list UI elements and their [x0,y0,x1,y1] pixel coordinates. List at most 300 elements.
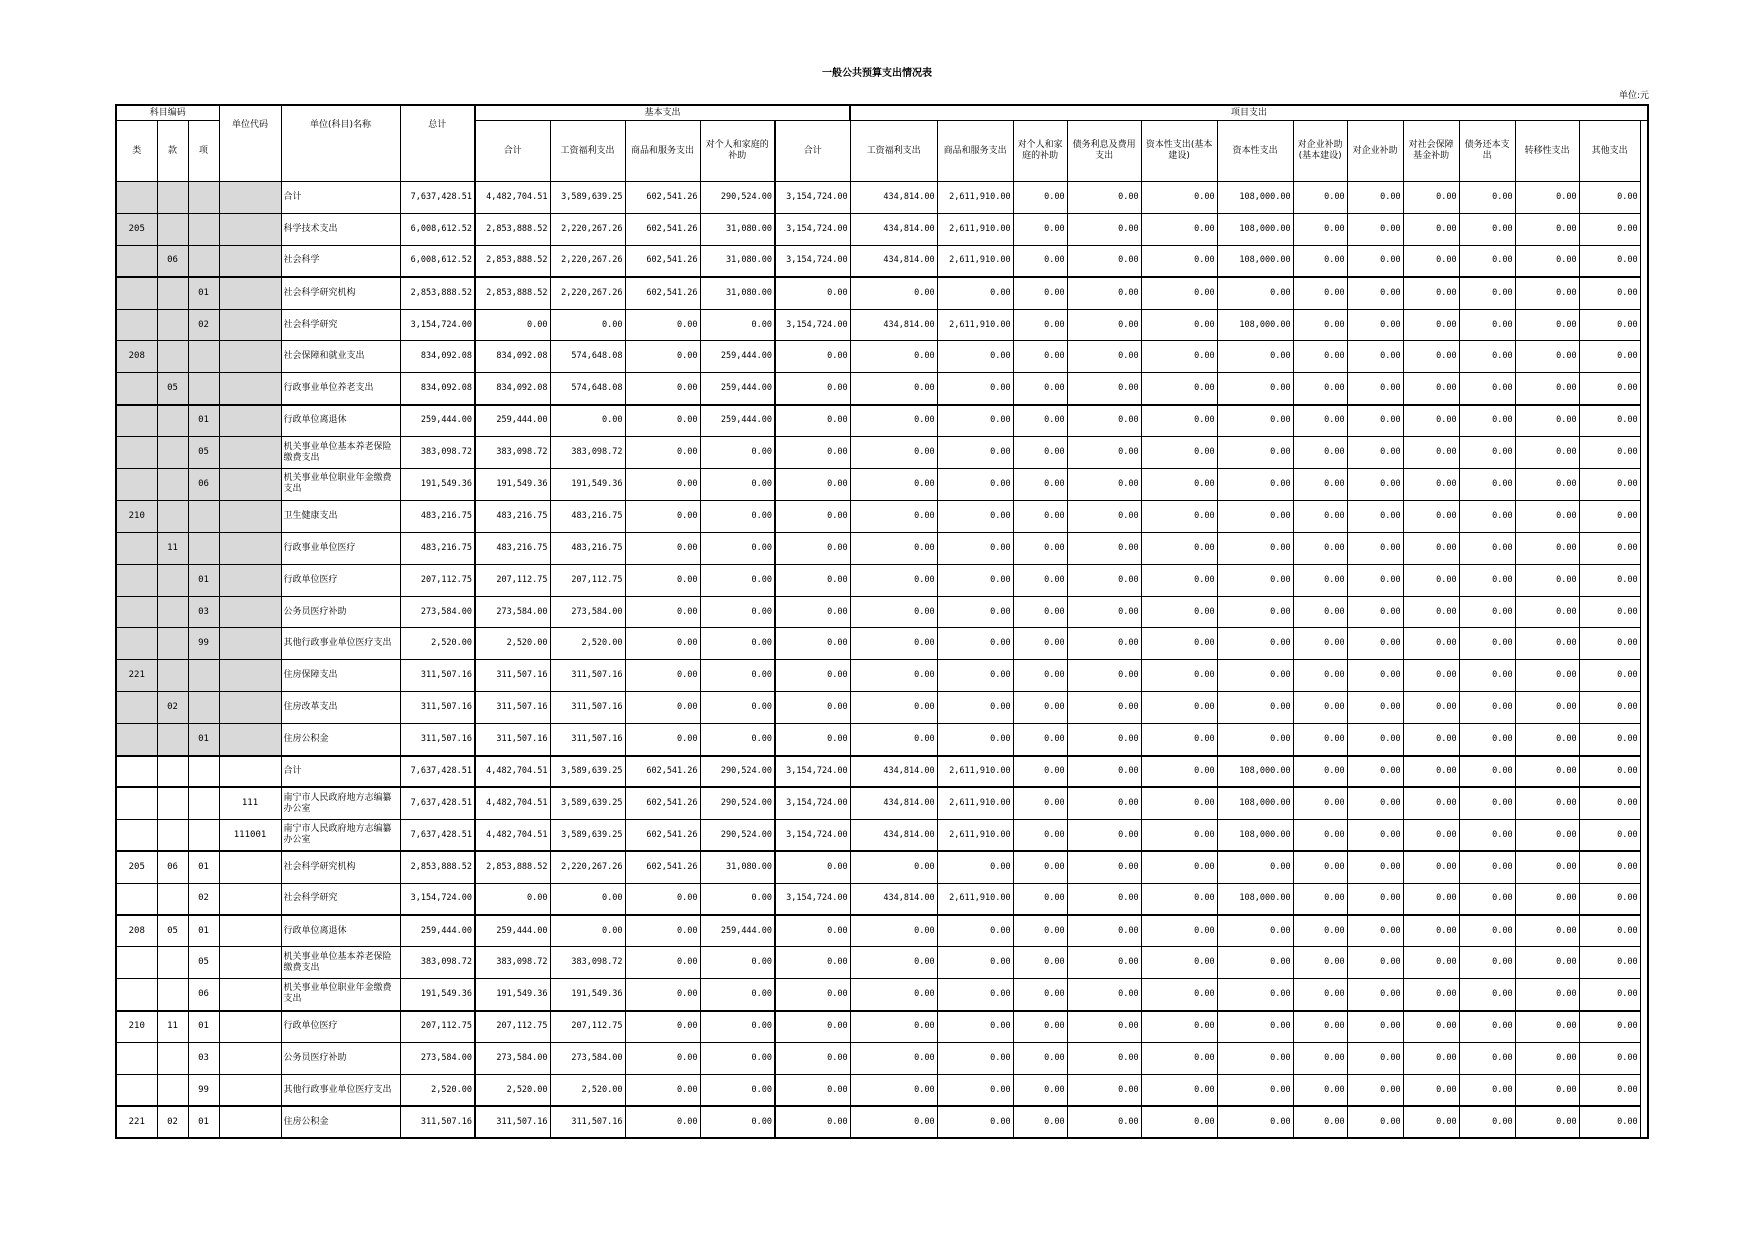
code-lei [116,469,157,501]
amount-cell: 834,092.08 [475,373,550,405]
amount-cell: 0.00 [625,1043,700,1075]
amount-cell: 207,112.75 [475,1011,550,1043]
amount-cell: 0.00 [1579,692,1640,724]
amount-cell: 0.00 [1013,532,1067,564]
amount-cell: 207,112.75 [475,564,550,596]
amount-cell: 0.00 [625,979,700,1011]
code-xiang: 03 [188,596,219,628]
amount-cell: 0.00 [700,1106,775,1138]
amount-cell: 0.00 [1293,1043,1347,1075]
amount-cell: 0.00 [850,532,937,564]
amount-cell: 108,000.00 [1217,309,1293,341]
amount-cell: 0.00 [1141,500,1217,532]
amount-cell: 0.00 [1013,756,1067,788]
amount-cell: 0.00 [700,692,775,724]
amount-cell: 0.00 [1217,564,1293,596]
amount-cell: 0.00 [1515,915,1579,947]
amount-cell: 0.00 [700,947,775,979]
code-xiang: 06 [188,469,219,501]
amount-cell: 191,549.36 [475,979,550,1011]
code-lei [116,1074,157,1106]
unit-code: 111 [219,787,281,819]
row-name: 行政单位离退休 [281,915,400,947]
amount-cell: 0.00 [1459,373,1515,405]
amount-cell: 0.00 [1403,979,1459,1011]
amount-cell: 0.00 [1013,182,1067,214]
amount-cell: 0.00 [1347,341,1403,373]
code-lei: 205 [116,851,157,883]
amount-cell: 31,080.00 [700,245,775,277]
amount-cell: 0.00 [700,500,775,532]
amount-cell: 0.00 [700,660,775,692]
amount-cell: 273,584.00 [400,596,475,628]
amount-cell: 0.00 [1579,883,1640,915]
amount-cell: 2,220,267.26 [550,277,625,309]
amount-cell: 0.00 [1347,277,1403,309]
amount-cell: 0.00 [1403,787,1459,819]
amount-cell: 0.00 [1579,213,1640,245]
amount-cell: 0.00 [625,373,700,405]
amount-cell: 259,444.00 [700,405,775,437]
code-kuan: 02 [157,1106,188,1138]
code-lei [116,979,157,1011]
code-kuan [157,341,188,373]
table-row [116,405,1648,437]
row-name: 机关事业单位基本养老保险缴费支出 [281,947,400,979]
unit-code [219,245,281,277]
amount-cell: 0.00 [775,596,850,628]
header-project-col: 对社会保障基金补助 [1403,121,1459,182]
amount-cell: 191,549.36 [475,469,550,501]
amount-cell: 0.00 [550,405,625,437]
amount-cell: 0.00 [850,500,937,532]
code-kuan [157,564,188,596]
amount-cell: 6,008,612.52 [400,245,475,277]
amount-cell: 0.00 [1579,469,1640,501]
amount-cell: 0.00 [850,469,937,501]
amount-cell: 434,814.00 [850,213,937,245]
amount-cell: 108,000.00 [1217,756,1293,788]
amount-cell: 0.00 [775,1106,850,1138]
amount-cell: 0.00 [1403,564,1459,596]
amount-cell: 0.00 [1217,1106,1293,1138]
amount-cell: 0.00 [1515,851,1579,883]
amount-cell: 0.00 [625,437,700,469]
code-xiang [188,819,219,851]
amount-cell: 2,853,888.52 [475,277,550,309]
code-xiang: 01 [188,724,219,756]
amount-cell: 0.00 [1515,245,1579,277]
row-name: 机关事业单位职业年金缴费支出 [281,979,400,1011]
amount-cell: 0.00 [1067,373,1141,405]
row-name: 社会科学研究 [281,309,400,341]
amount-cell: 0.00 [1141,245,1217,277]
unit-code [219,628,281,660]
table-row [116,341,1648,373]
amount-cell: 7,637,428.51 [400,787,475,819]
amount-cell: 0.00 [850,947,937,979]
amount-cell: 0.00 [1459,1106,1515,1138]
amount-cell: 0.00 [850,915,937,947]
code-kuan [157,787,188,819]
code-lei [116,405,157,437]
amount-cell: 311,507.16 [475,724,550,756]
row-name: 社会科学研究 [281,883,400,915]
amount-cell: 434,814.00 [850,756,937,788]
code-xiang: 99 [188,628,219,660]
amount-cell: 0.00 [1013,947,1067,979]
table-body [116,182,1648,1139]
amount-cell: 0.00 [1347,437,1403,469]
amount-cell: 0.00 [1067,915,1141,947]
amount-cell: 434,814.00 [850,787,937,819]
code-xiang: 02 [188,309,219,341]
code-xiang [188,660,219,692]
code-kuan [157,277,188,309]
amount-cell: 311,507.16 [550,660,625,692]
amount-cell: 2,520.00 [475,1074,550,1106]
amount-cell: 0.00 [1579,787,1640,819]
amount-cell: 602,541.26 [625,213,700,245]
unit-code [219,692,281,724]
amount-cell: 0.00 [1579,564,1640,596]
amount-cell: 0.00 [1403,724,1459,756]
code-kuan [157,437,188,469]
row-name: 行政单位医疗 [281,564,400,596]
amount-cell: 311,507.16 [400,660,475,692]
amount-cell: 311,507.16 [475,1106,550,1138]
amount-cell: 259,444.00 [700,373,775,405]
header-xiang: 项 [188,121,219,182]
amount-cell: 0.00 [1013,628,1067,660]
amount-cell: 0.00 [1141,819,1217,851]
header-subject-code: 科目编码 [116,105,219,121]
amount-cell: 0.00 [1515,819,1579,851]
unit-code [219,469,281,501]
amount-cell: 0.00 [1579,277,1640,309]
amount-cell: 0.00 [1347,405,1403,437]
amount-cell: 0.00 [1067,341,1141,373]
amount-cell: 0.00 [1579,915,1640,947]
code-kuan: 11 [157,532,188,564]
amount-cell: 0.00 [937,564,1013,596]
code-lei [116,596,157,628]
amount-cell: 311,507.16 [550,692,625,724]
amount-cell: 0.00 [1141,947,1217,979]
amount-cell: 0.00 [1347,1043,1403,1075]
amount-cell: 2,853,888.52 [400,851,475,883]
amount-cell: 0.00 [1067,469,1141,501]
table-row [116,1043,1648,1075]
amount-cell: 3,589,639.25 [550,756,625,788]
table-row [116,724,1648,756]
code-kuan [157,469,188,501]
amount-cell: 0.00 [1067,692,1141,724]
table-row [116,213,1648,245]
amount-cell: 108,000.00 [1217,819,1293,851]
code-lei [116,309,157,341]
header-basic-col: 合计 [475,121,550,182]
amount-cell: 0.00 [625,596,700,628]
amount-cell: 0.00 [1515,692,1579,724]
amount-cell: 0.00 [850,373,937,405]
table-row [116,787,1648,819]
amount-cell: 2,520.00 [400,1074,475,1106]
amount-cell: 0.00 [1217,437,1293,469]
amount-cell: 0.00 [1141,405,1217,437]
amount-cell: 207,112.75 [550,1011,625,1043]
header-basic-col: 对个人和家庭的补助 [700,121,775,182]
amount-cell: 0.00 [1067,883,1141,915]
amount-cell: 0.00 [700,979,775,1011]
amount-cell: 0.00 [1403,500,1459,532]
unit-code [219,851,281,883]
amount-cell: 0.00 [1293,819,1347,851]
table-row [116,596,1648,628]
amount-cell: 0.00 [1293,500,1347,532]
amount-cell: 0.00 [1217,628,1293,660]
amount-cell: 2,520.00 [400,628,475,660]
amount-cell: 0.00 [937,851,1013,883]
amount-cell: 0.00 [1013,1106,1067,1138]
code-kuan [157,883,188,915]
amount-cell: 0.00 [1013,1011,1067,1043]
amount-cell: 2,853,888.52 [475,851,550,883]
amount-cell: 0.00 [850,1043,937,1075]
amount-cell: 0.00 [1217,277,1293,309]
amount-cell: 0.00 [1217,500,1293,532]
amount-cell: 0.00 [1347,213,1403,245]
header-project-col: 合计 [775,121,850,182]
code-xiang [188,756,219,788]
code-xiang [188,692,219,724]
amount-cell: 0.00 [1515,1074,1579,1106]
amount-cell: 0.00 [1217,1043,1293,1075]
amount-cell: 0.00 [775,373,850,405]
amount-cell: 290,524.00 [700,787,775,819]
header-basic-col: 商品和服务支出 [625,121,700,182]
amount-cell: 0.00 [1067,628,1141,660]
amount-cell: 0.00 [475,883,550,915]
amount-cell: 0.00 [937,947,1013,979]
amount-cell: 2,611,910.00 [937,883,1013,915]
amount-cell: 0.00 [1515,1011,1579,1043]
amount-cell: 0.00 [1141,309,1217,341]
amount-cell: 4,482,704.51 [475,819,550,851]
unit-label: 单位:元 [1618,91,1649,101]
code-lei: 208 [116,341,157,373]
amount-cell: 383,098.72 [400,437,475,469]
code-lei [116,564,157,596]
amount-cell: 0.00 [1515,1043,1579,1075]
amount-cell: 0.00 [1579,309,1640,341]
amount-cell: 0.00 [1579,1106,1640,1138]
code-xiang [188,341,219,373]
amount-cell: 0.00 [1579,724,1640,756]
amount-cell: 0.00 [1579,947,1640,979]
amount-cell: 0.00 [1459,405,1515,437]
amount-cell: 0.00 [1013,469,1067,501]
amount-cell: 0.00 [1013,787,1067,819]
amount-cell: 0.00 [1013,277,1067,309]
code-xiang [188,213,219,245]
code-xiang: 99 [188,1074,219,1106]
unit-code [219,596,281,628]
amount-cell: 0.00 [1217,660,1293,692]
amount-cell: 383,098.72 [475,437,550,469]
amount-cell: 0.00 [1459,564,1515,596]
code-lei: 208 [116,915,157,947]
amount-cell: 273,584.00 [400,1043,475,1075]
amount-cell: 0.00 [1141,341,1217,373]
amount-cell: 2,220,267.26 [550,213,625,245]
amount-cell: 0.00 [1459,979,1515,1011]
amount-cell: 0.00 [1141,724,1217,756]
amount-cell: 0.00 [1293,1011,1347,1043]
amount-cell: 259,444.00 [400,405,475,437]
amount-cell: 191,549.36 [550,979,625,1011]
amount-cell: 191,549.36 [400,979,475,1011]
amount-cell: 434,814.00 [850,819,937,851]
code-lei [116,819,157,851]
amount-cell: 0.00 [937,341,1013,373]
row-name: 机关事业单位职业年金缴费支出 [281,469,400,501]
amount-cell: 0.00 [1459,883,1515,915]
amount-cell: 0.00 [1293,245,1347,277]
amount-cell: 0.00 [1515,756,1579,788]
amount-cell: 0.00 [1515,182,1579,214]
amount-cell: 0.00 [1403,1043,1459,1075]
amount-cell: 0.00 [850,660,937,692]
amount-cell: 0.00 [1067,947,1141,979]
amount-cell: 0.00 [1515,628,1579,660]
header-project-col: 对企业补助(基本建设) [1293,121,1347,182]
amount-cell: 0.00 [1067,500,1141,532]
row-name: 合计 [281,756,400,788]
amount-cell: 0.00 [775,660,850,692]
header-project-col: 商品和服务支出 [937,121,1013,182]
amount-cell: 0.00 [550,883,625,915]
amount-cell: 259,444.00 [700,341,775,373]
amount-cell: 0.00 [1347,373,1403,405]
unit-code [219,277,281,309]
amount-cell: 0.00 [1459,756,1515,788]
amount-cell: 273,584.00 [550,1043,625,1075]
amount-cell: 0.00 [1293,628,1347,660]
amount-cell: 0.00 [1013,724,1067,756]
amount-cell: 0.00 [1403,947,1459,979]
amount-cell: 0.00 [775,1011,850,1043]
amount-cell: 0.00 [700,1043,775,1075]
amount-cell: 0.00 [625,660,700,692]
amount-cell: 0.00 [1459,1011,1515,1043]
unit-code [219,532,281,564]
amount-cell: 0.00 [937,405,1013,437]
amount-cell: 3,154,724.00 [775,245,850,277]
code-kuan [157,500,188,532]
code-lei [116,532,157,564]
amount-cell: 0.00 [937,724,1013,756]
amount-cell: 311,507.16 [550,724,625,756]
amount-cell: 311,507.16 [550,1106,625,1138]
amount-cell: 0.00 [1293,787,1347,819]
amount-cell: 0.00 [1515,1106,1579,1138]
header-total: 总计 [400,105,475,182]
amount-cell: 0.00 [1067,979,1141,1011]
amount-cell: 0.00 [1459,851,1515,883]
amount-cell: 0.00 [850,437,937,469]
amount-cell: 0.00 [850,1106,937,1138]
unit-code [219,1043,281,1075]
amount-cell: 259,444.00 [400,915,475,947]
unit-code [219,1074,281,1106]
amount-cell: 0.00 [1067,564,1141,596]
amount-cell: 0.00 [700,1011,775,1043]
amount-cell: 2,220,267.26 [550,245,625,277]
amount-cell: 0.00 [625,947,700,979]
amount-cell: 0.00 [1067,532,1141,564]
amount-cell: 0.00 [850,1011,937,1043]
amount-cell: 0.00 [1515,724,1579,756]
amount-cell: 0.00 [1067,819,1141,851]
table-row [116,692,1648,724]
row-name: 住房改革支出 [281,692,400,724]
amount-cell: 0.00 [1293,915,1347,947]
amount-cell: 574,648.08 [550,341,625,373]
amount-cell: 273,584.00 [475,596,550,628]
amount-cell: 0.00 [1217,915,1293,947]
amount-cell: 31,080.00 [700,851,775,883]
code-kuan: 02 [157,692,188,724]
amount-cell: 834,092.08 [400,373,475,405]
amount-cell: 602,541.26 [625,787,700,819]
code-lei: 210 [116,1011,157,1043]
amount-cell: 0.00 [1515,883,1579,915]
row-name: 行政事业单位医疗 [281,532,400,564]
code-kuan [157,596,188,628]
table-row [116,564,1648,596]
amount-cell: 0.00 [937,1074,1013,1106]
amount-cell: 0.00 [625,1011,700,1043]
amount-cell: 207,112.75 [400,564,475,596]
amount-cell: 0.00 [1067,660,1141,692]
amount-cell: 0.00 [1579,405,1640,437]
amount-cell: 434,814.00 [850,182,937,214]
amount-cell: 0.00 [1347,309,1403,341]
amount-cell: 273,584.00 [550,596,625,628]
amount-cell: 0.00 [1403,660,1459,692]
amount-cell: 0.00 [1403,532,1459,564]
amount-cell: 0.00 [1067,1074,1141,1106]
amount-cell: 191,549.36 [550,469,625,501]
header-project-col: 债务还本支出 [1459,121,1515,182]
amount-cell: 0.00 [1067,787,1141,819]
amount-cell: 0.00 [1067,724,1141,756]
amount-cell: 0.00 [1013,660,1067,692]
amount-cell: 0.00 [1515,373,1579,405]
amount-cell: 0.00 [1459,182,1515,214]
header-project: 项目支出 [850,105,1648,121]
amount-cell: 0.00 [700,309,775,341]
code-lei [116,787,157,819]
code-xiang: 01 [188,405,219,437]
table-row [116,245,1648,277]
amount-cell: 0.00 [1403,309,1459,341]
table-row [116,756,1648,788]
amount-cell: 0.00 [1141,851,1217,883]
amount-cell: 7,637,428.51 [400,756,475,788]
amount-cell: 0.00 [1067,213,1141,245]
